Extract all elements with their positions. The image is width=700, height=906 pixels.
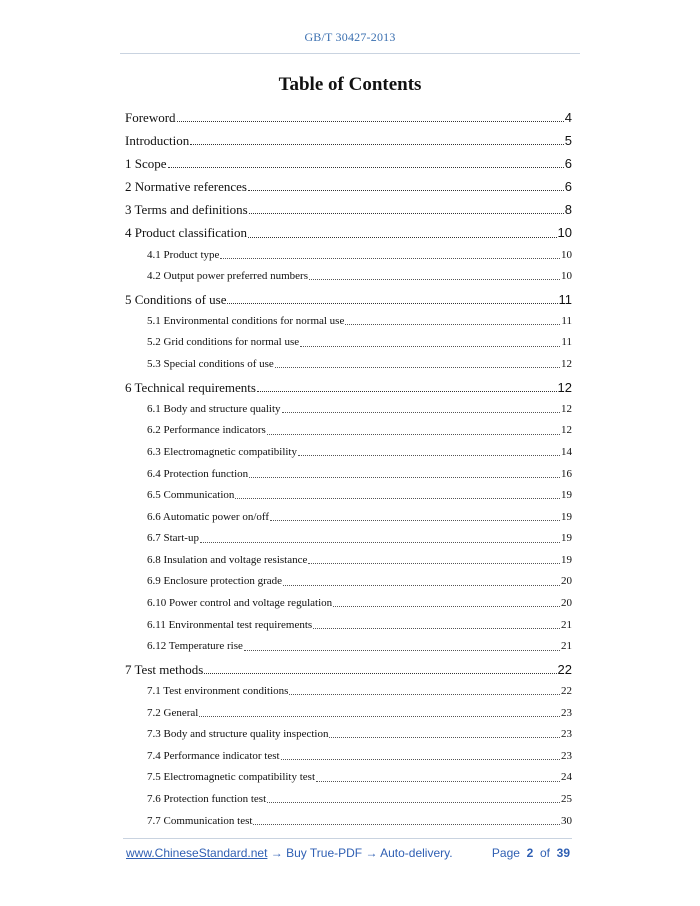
dot-leader [220, 258, 560, 259]
toc-page-number: 10 [561, 248, 572, 261]
toc-subentry[interactable] [125, 354, 572, 376]
dot-leader [204, 673, 556, 674]
toc-entry[interactable] [125, 152, 572, 175]
toc-page-number: 5 [564, 133, 572, 149]
toc-page-number: 19 [561, 532, 572, 545]
toc-subentry[interactable] [125, 571, 572, 593]
current-page: 2 [526, 846, 534, 860]
toc-page-number: 16 [561, 467, 572, 480]
toc-entry-label: 7.6 Protection function test [147, 792, 267, 805]
dot-leader [329, 737, 560, 738]
toc-entry-label: 5.2 Grid conditions for normal use [147, 336, 300, 349]
toc-subentry[interactable] [125, 399, 572, 421]
toc-entry-label: 6.6 Automatic power on/off [147, 510, 269, 523]
toc-page-number: 11 [561, 314, 572, 327]
footer-promo [126, 846, 453, 860]
dot-leader [281, 759, 560, 760]
toc-subentry[interactable] [125, 703, 572, 725]
table-of-contents [125, 106, 572, 832]
toc-subentry[interactable] [125, 332, 572, 354]
toc-page-number: 23 [561, 728, 572, 741]
toc-entry-label: 7.5 Electromagnetic compatibility test [147, 771, 316, 784]
toc-subentry[interactable] [125, 245, 572, 267]
dot-leader [283, 585, 560, 586]
footer-divider [123, 838, 572, 839]
toc-page-number: 10 [557, 225, 572, 241]
toc-entry-label: 5.1 Environmental conditions for normal use [147, 314, 345, 327]
dot-leader [267, 802, 560, 803]
dot-leader [249, 213, 564, 214]
toc-page-number: 25 [561, 792, 572, 805]
toc-page-number: 10 [561, 270, 572, 283]
toc-entry[interactable] [125, 288, 572, 311]
toc-page-number: 8 [564, 202, 572, 218]
toc-subentry[interactable] [125, 636, 572, 658]
toc-entry-label: 7 Test methods [125, 661, 204, 677]
toc-entry-label: 7.2 General [147, 706, 199, 719]
dot-leader [308, 563, 560, 564]
toc-entry[interactable] [125, 129, 572, 152]
toc-subentry[interactable] [125, 593, 572, 615]
toc-entry-label: 7.4 Performance indicator test [147, 749, 280, 762]
toc-subentry[interactable] [125, 789, 572, 811]
page-title: Table of Contents [278, 74, 422, 95]
toc-subentry[interactable] [125, 615, 572, 637]
toc-entry-label: 6.11 Environmental test requirements [147, 618, 313, 631]
dot-leader [298, 455, 560, 456]
toc-page-number: 23 [561, 749, 572, 762]
dot-leader [313, 628, 560, 629]
toc-entry-label: 6.7 Start-up [147, 532, 199, 545]
toc-entry-label: 7.1 Test environment conditions [147, 684, 289, 697]
toc-entry-label: 4 Product classification [125, 225, 248, 241]
dot-leader [253, 824, 560, 825]
toc-page-number: 22 [561, 684, 572, 697]
toc-entry-label: 4.2 Output power preferred numbers [147, 270, 308, 283]
site-link[interactable]: www.ChineseStandard.net [126, 846, 268, 860]
dot-leader [282, 412, 560, 413]
toc-entry-label: 6.8 Insulation and voltage resistance [147, 553, 308, 566]
document-code: GB/T 30427-2013 [304, 30, 396, 44]
dot-leader [168, 167, 564, 168]
toc-subentry[interactable] [125, 528, 572, 550]
toc-entry-label: 6.10 Power control and voltage regulation [147, 597, 333, 610]
toc-entry-label: 5 Conditions of use [125, 291, 227, 307]
toc-page-number: 30 [561, 814, 572, 827]
dot-leader [300, 346, 560, 347]
toc-page-number: 24 [561, 771, 572, 784]
toc-page-number: 11 [558, 291, 572, 307]
dot-leader [199, 716, 560, 717]
toc-page-number: 12 [561, 402, 572, 415]
toc-subentry[interactable] [125, 266, 572, 288]
dot-leader [235, 498, 560, 499]
toc-entry-label: 6.2 Performance indicators [147, 424, 266, 437]
page-header [0, 0, 700, 54]
toc-entry-label: 6.3 Electromagnetic compatibility [147, 445, 297, 458]
page-of: of [539, 846, 550, 860]
dot-leader [289, 694, 560, 695]
dot-leader [244, 650, 560, 651]
toc-page-number: 20 [561, 575, 572, 588]
toc-entry-label: 2 Normative references [125, 179, 247, 195]
toc-subentry[interactable] [125, 767, 572, 789]
toc-page-number: 19 [561, 489, 572, 502]
toc-page-number: 19 [561, 553, 572, 566]
toc-page-number: 22 [557, 661, 572, 677]
toc-entry-label: 4.1 Product type [147, 248, 220, 261]
header-divider [120, 53, 580, 54]
toc-page-number: 19 [561, 510, 572, 523]
total-pages: 39 [556, 846, 570, 860]
dot-leader [267, 434, 560, 435]
dot-leader [190, 144, 564, 145]
toc-entry-label: 6.4 Protection function [147, 467, 249, 480]
dot-leader [248, 190, 564, 191]
toc-entry-label: 1 Scope [125, 156, 167, 172]
toc-entry-label: Introduction [125, 133, 190, 149]
dot-leader [316, 781, 560, 782]
toc-page-number: 6 [564, 156, 572, 172]
toc-subentry[interactable] [125, 746, 572, 768]
toc-page-number: 14 [561, 445, 572, 458]
dot-leader [248, 237, 557, 238]
toc-subentry[interactable] [125, 420, 572, 442]
toc-entry-label: 7.7 Communication test [147, 814, 253, 827]
toc-entry[interactable] [125, 221, 572, 244]
toc-entry-label: 6 Technical requirements [125, 379, 256, 395]
toc-entry-label: 5.3 Special conditions of use [147, 358, 274, 371]
toc-subentry[interactable] [125, 485, 572, 507]
dot-leader [249, 477, 560, 478]
toc-page-number: 12 [557, 379, 572, 395]
toc-subentry[interactable] [125, 464, 572, 486]
dot-leader [345, 324, 560, 325]
toc-page-number: 11 [561, 336, 572, 349]
promo-text: → Buy True-PDF → Auto-delivery. [267, 846, 453, 860]
toc-entry[interactable] [125, 106, 572, 129]
dot-leader [270, 520, 560, 521]
dot-leader [333, 606, 560, 607]
dot-leader [177, 121, 564, 122]
toc-entry-label: 6.5 Communication [147, 489, 235, 502]
toc-entry-label: Foreword [125, 110, 176, 125]
dot-leader [227, 303, 557, 304]
toc-page-number: 12 [561, 424, 572, 437]
toc-entry-label: 6.9 Enclosure protection grade [147, 575, 283, 588]
toc-page-number: 12 [561, 358, 572, 371]
toc-subentry[interactable] [125, 550, 572, 572]
dot-leader [309, 279, 560, 280]
toc-entry[interactable] [125, 175, 572, 198]
toc-entry-label: 6.1 Body and structure quality [147, 402, 281, 415]
dot-leader [257, 391, 557, 392]
page-word: Page [491, 846, 520, 860]
toc-subentry[interactable] [125, 811, 572, 833]
toc-page-number: 21 [561, 618, 572, 631]
toc-page-number: 23 [561, 706, 572, 719]
toc-entry-label: 6.12 Temperature rise [147, 640, 243, 653]
toc-entry[interactable] [125, 376, 572, 399]
toc-page-number: 20 [561, 597, 572, 610]
toc-page-number: 4 [564, 110, 572, 125]
toc-page-number: 6 [564, 179, 572, 195]
toc-entry[interactable] [125, 198, 572, 221]
page-footer [126, 846, 570, 864]
toc-entry[interactable] [125, 658, 572, 681]
dot-leader [200, 542, 560, 543]
toc-subentry[interactable] [125, 442, 572, 464]
toc-subentry[interactable] [125, 507, 572, 529]
toc-subentry[interactable] [125, 681, 572, 703]
toc-entry-label: 3 Terms and definitions [125, 202, 248, 218]
toc-subentry[interactable] [125, 724, 572, 746]
toc-subentry[interactable] [125, 311, 572, 333]
page-indicator [492, 846, 570, 860]
toc-page-number: 21 [561, 640, 572, 653]
toc-entry-label: 7.3 Body and structure quality inspection [147, 728, 329, 741]
dot-leader [275, 367, 560, 368]
